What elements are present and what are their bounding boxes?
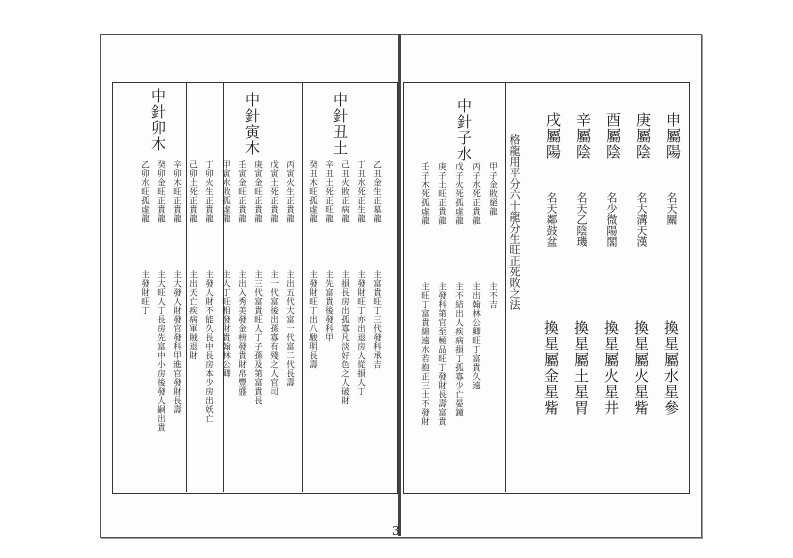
star-label: 換星屬火星井 (602, 320, 620, 416)
dragon-note: 主發財旺丁出八駿明長壽 (307, 270, 318, 369)
dragon-entry: 庚寅金旺正貴龍 (252, 160, 263, 223)
left-page-divider-0 (186, 82, 187, 492)
left-page-divider-2 (302, 82, 303, 492)
right-page-divider (505, 82, 506, 492)
branch-name: 名少微陽閣 (605, 192, 618, 247)
dragon-entry: 辛丑土死正旺龍 (323, 160, 334, 223)
branch-name: 名天乙陰璣 (575, 192, 588, 247)
dragon-entry: 甲子金敗絕龍 (487, 162, 498, 216)
dragon-entry: 己卯土死正貴龍 (187, 160, 198, 223)
dragon-note: 主一代富後出孫寡有殘之人官司 (268, 270, 279, 396)
dragon-note: 主出入秀美發金榜發貴財帛豐盛 (236, 270, 247, 396)
dragon-entry: 乙卯水旺孤虛龍 (139, 160, 150, 223)
dragon-entry: 戊寅土死正貴龍 (268, 160, 279, 223)
section-heading-mao: 中針卯木 (149, 88, 167, 152)
section-heading-chou: 中針丑土 (331, 92, 349, 156)
dragon-entry: 丁丑水死正生龍 (355, 160, 366, 223)
star-label: 換星屬火星觜 (632, 320, 650, 416)
branch-label: 辛屬陰 (574, 112, 592, 160)
branch-label: 申屬陽 (664, 112, 682, 160)
star-label: 換星屬水星參 (662, 320, 680, 416)
dragon-note: 主發人財不能久長中長房本少房出妖亡 (203, 270, 214, 423)
dragon-note: 主出翰林公卿旺丁富貴久遠 (470, 282, 481, 390)
dragon-entry: 丁卯火生正貴龍 (203, 160, 214, 223)
dragon-note: 主發財旺丁亦出退房人從損人丁 (355, 270, 366, 396)
dragon-entry: 丙寅火生正貴龍 (284, 160, 295, 223)
dragon-note: 主人丁旺相發財貴翰林公卿 (220, 270, 231, 378)
dragon-note: 主三代富貴旺人丁子孫及第富貴長 (252, 270, 263, 405)
dragon-entry: 辛卯木旺正貴龍 (171, 160, 182, 223)
dragon-note: 主出五代大富一代富二代長壽 (284, 270, 295, 387)
dragon-entry: 壬寅金旺正貴龍 (236, 160, 247, 223)
star-label: 換星屬土星胃 (572, 320, 590, 416)
dragon-note: 主不結出人疾病損丁孤寡少亡晏鐘 (453, 282, 464, 417)
dragon-entry: 癸卯金旺正貴龍 (155, 160, 166, 223)
star-label: 換星屬金星觜 (542, 320, 560, 416)
dragon-entry: 庚子土旺正貴龍 (436, 162, 447, 225)
book-spine (398, 34, 401, 536)
dragon-note: 主旺丁富貴綿遠水若抱正三士不發財 (419, 282, 430, 426)
dragon-note: 主大旺人丁長房先富中小房後發人嗣出貴 (155, 270, 166, 432)
branch-label: 庚屬陰 (634, 112, 652, 160)
branch-label: 戌屬陽 (544, 112, 562, 160)
dragon-entry: 甲寅水敗孤虛龍 (220, 160, 231, 223)
section-heading-yin: 中針寅木 (243, 92, 261, 156)
dragon-note: 主損長房出孤寡凡淡好色之人破財 (339, 270, 350, 405)
dragon-entry: 癸丑木旺孤虛龍 (307, 160, 318, 223)
dragon-entry: 戊子火死孤虛龍 (453, 162, 464, 225)
branch-name: 名大溝天漢 (635, 192, 648, 247)
dragon-entry: 壬子木死孤虛龍 (419, 162, 430, 225)
dragon-entry: 乙丑金生正墓龍 (371, 160, 382, 223)
page-number: 3 (392, 524, 400, 538)
dragon-note: 主出天亡疾病軍賊退財 (187, 270, 198, 360)
dragon-note: 主富貴旺丁三代發科承吉 (371, 270, 382, 369)
dragon-note: 主先富貴後發科甲 (323, 270, 334, 342)
dragon-note: 主發財旺丁 (139, 270, 150, 315)
dragon-note: 主不吉 (487, 282, 498, 309)
dragon-entry: 己丑火敗正病龍 (339, 160, 350, 223)
branch-name: 名天關 (665, 192, 678, 225)
dragon-note: 主發科第官至極品旺丁發財長壽富貴 (436, 282, 447, 426)
branch-label: 酉屬陰 (604, 112, 622, 160)
method-title: 格龍用平分六十龍分生旺正死敗之法 (508, 134, 521, 310)
section-heading-zi: 中針子水 (455, 98, 473, 162)
dragon-entry: 丙子水死正貴龍 (470, 162, 481, 225)
branch-name: 名天鄰鼓盆 (545, 192, 558, 247)
dragon-note: 主大發人財發官發科甲進官發財長壽 (171, 270, 182, 414)
